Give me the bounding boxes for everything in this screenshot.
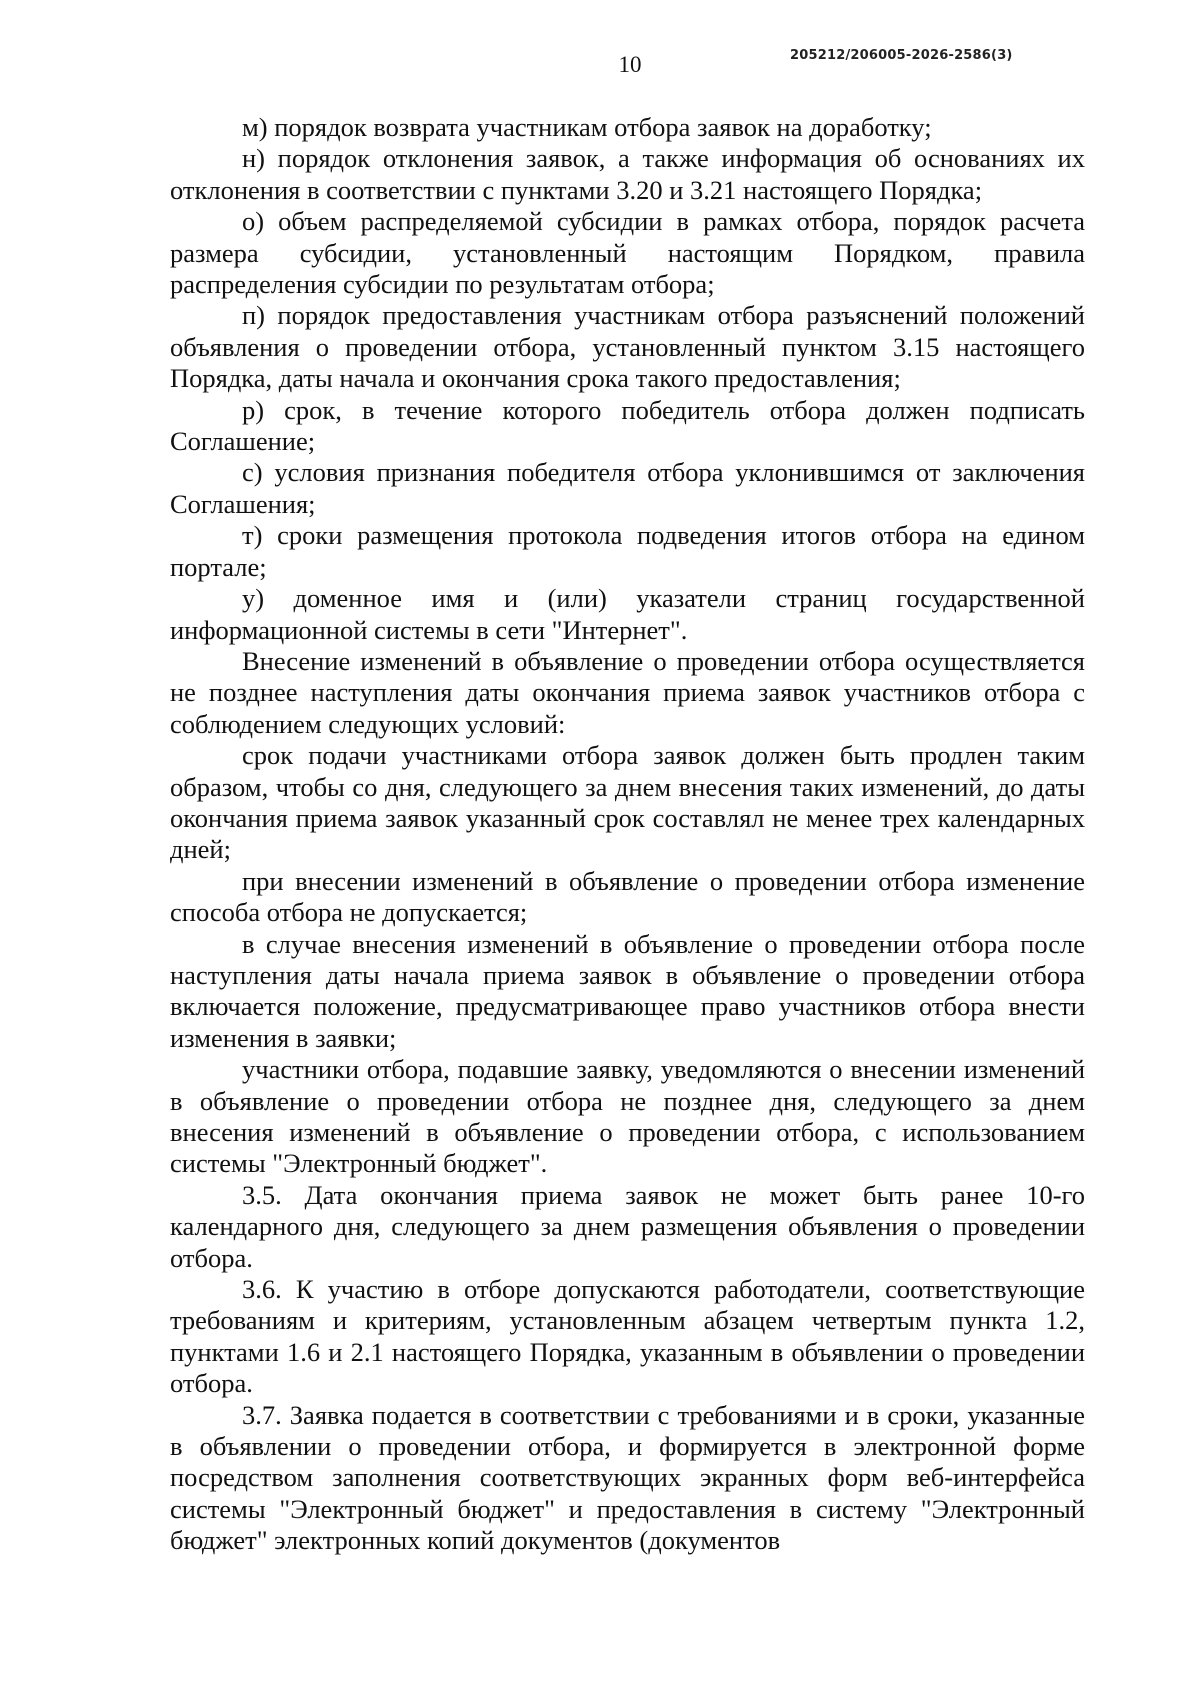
- paragraph-item-r: р) срок, в течение которого победитель отбора должен подписать Соглашение;: [170, 394, 1085, 457]
- paragraph-notification: участники отбора, подавшие заявку, уведомляются о внесении изменений в объявление о проведении отбора не позднее дня, следующего за днем внесения изменений в объявление о проведении отбора, с использованием системы "Электронный бюджет".: [170, 1054, 1085, 1179]
- paragraph-item-o: о) объем распределяемой субсидии в рамках отбора, порядок расчета размера субсидии, установленный настоящим Порядком, правила распределения субсидии по результатам отбора;: [170, 206, 1085, 300]
- paragraph-amendments-intro: Внесение изменений в объявление о проведении отбора осуществляется не позднее наступления даты окончания приема заявок участников отбора с соблюдением следующих условий:: [170, 645, 1085, 739]
- paragraph-3-5: 3.5. Дата окончания приема заявок не может быть ранее 10-го календарного дня, следующего за днем размещения объявления о проведении отбора.: [170, 1179, 1085, 1273]
- page-number: 10: [618, 52, 642, 77]
- paragraph-method-change: при внесении изменений в объявление о проведении отбора изменение способа отбора не допускается;: [170, 865, 1085, 928]
- paragraph-item-t: т) сроки размещения протокола подведения итогов отбора на едином портале;: [170, 520, 1085, 582]
- paragraph-item-n: н) порядок отклонения заявок, а также информация об основаниях их отклонения в соответствии с пунктами 3.20 и 3.21 настоящего Порядка;: [170, 143, 1085, 205]
- paragraph-deadline-extension: срок подачи участниками отбора заявок должен быть продлен таким образом, чтобы со дня, следующего за днем внесения таких изменений, до даты окончания приема заявок указанный срок составлял не менее трех календарных дней;: [170, 740, 1085, 865]
- paragraph-applications-change: в случае внесения изменений в объявление о проведении отбора после наступления даты начала приема заявок в объявление о проведении отбора включается положение, предусматривающее право участников отбора внести изменения в заявки;: [170, 928, 1085, 1053]
- paragraph-item-m: м) порядок возврата участникам отбора заявок на доработку;: [242, 112, 932, 142]
- paragraph-item-u: у) доменное имя и (или) указатели страниц государственной информационной системы в сети "Интернет".: [170, 583, 1085, 645]
- document-body: [170, 112, 1085, 1557]
- paragraph-3-7: 3.7. Заявка подается в соответствии с требованиями и в сроки, указанные в объявлении о проведении отбора, и формируется в электронной форме посредством заполнения соответствующих экранных форм веб-интерфейса системы "Электронный бюджет" и предоставления в систему "Электронный бюджет" электронных копий документов (документов: [170, 1399, 1085, 1556]
- paragraph-3-6: 3.6. К участию в отборе допускаются работодатели, соответствующие требованиям и критериям, установленным абзацем четвертым пункта 1.2, пунктами 1.6 и 2.1 настоящего Порядка, указанным в объявлении о проведении отбора.: [170, 1274, 1085, 1399]
- paragraph-item-s: с) условия признания победителя отбора уклонившимся от заключения Соглашения;: [170, 457, 1085, 519]
- document-id: 205212/206005-2026-2586(3): [790, 48, 1013, 63]
- paragraph-item-p: п) порядок предоставления участникам отбора разъяснений положений объявления о проведении отбора, установленный пунктом 3.15 настоящего Порядка, даты начала и окончания срока такого предоставления;: [170, 300, 1085, 394]
